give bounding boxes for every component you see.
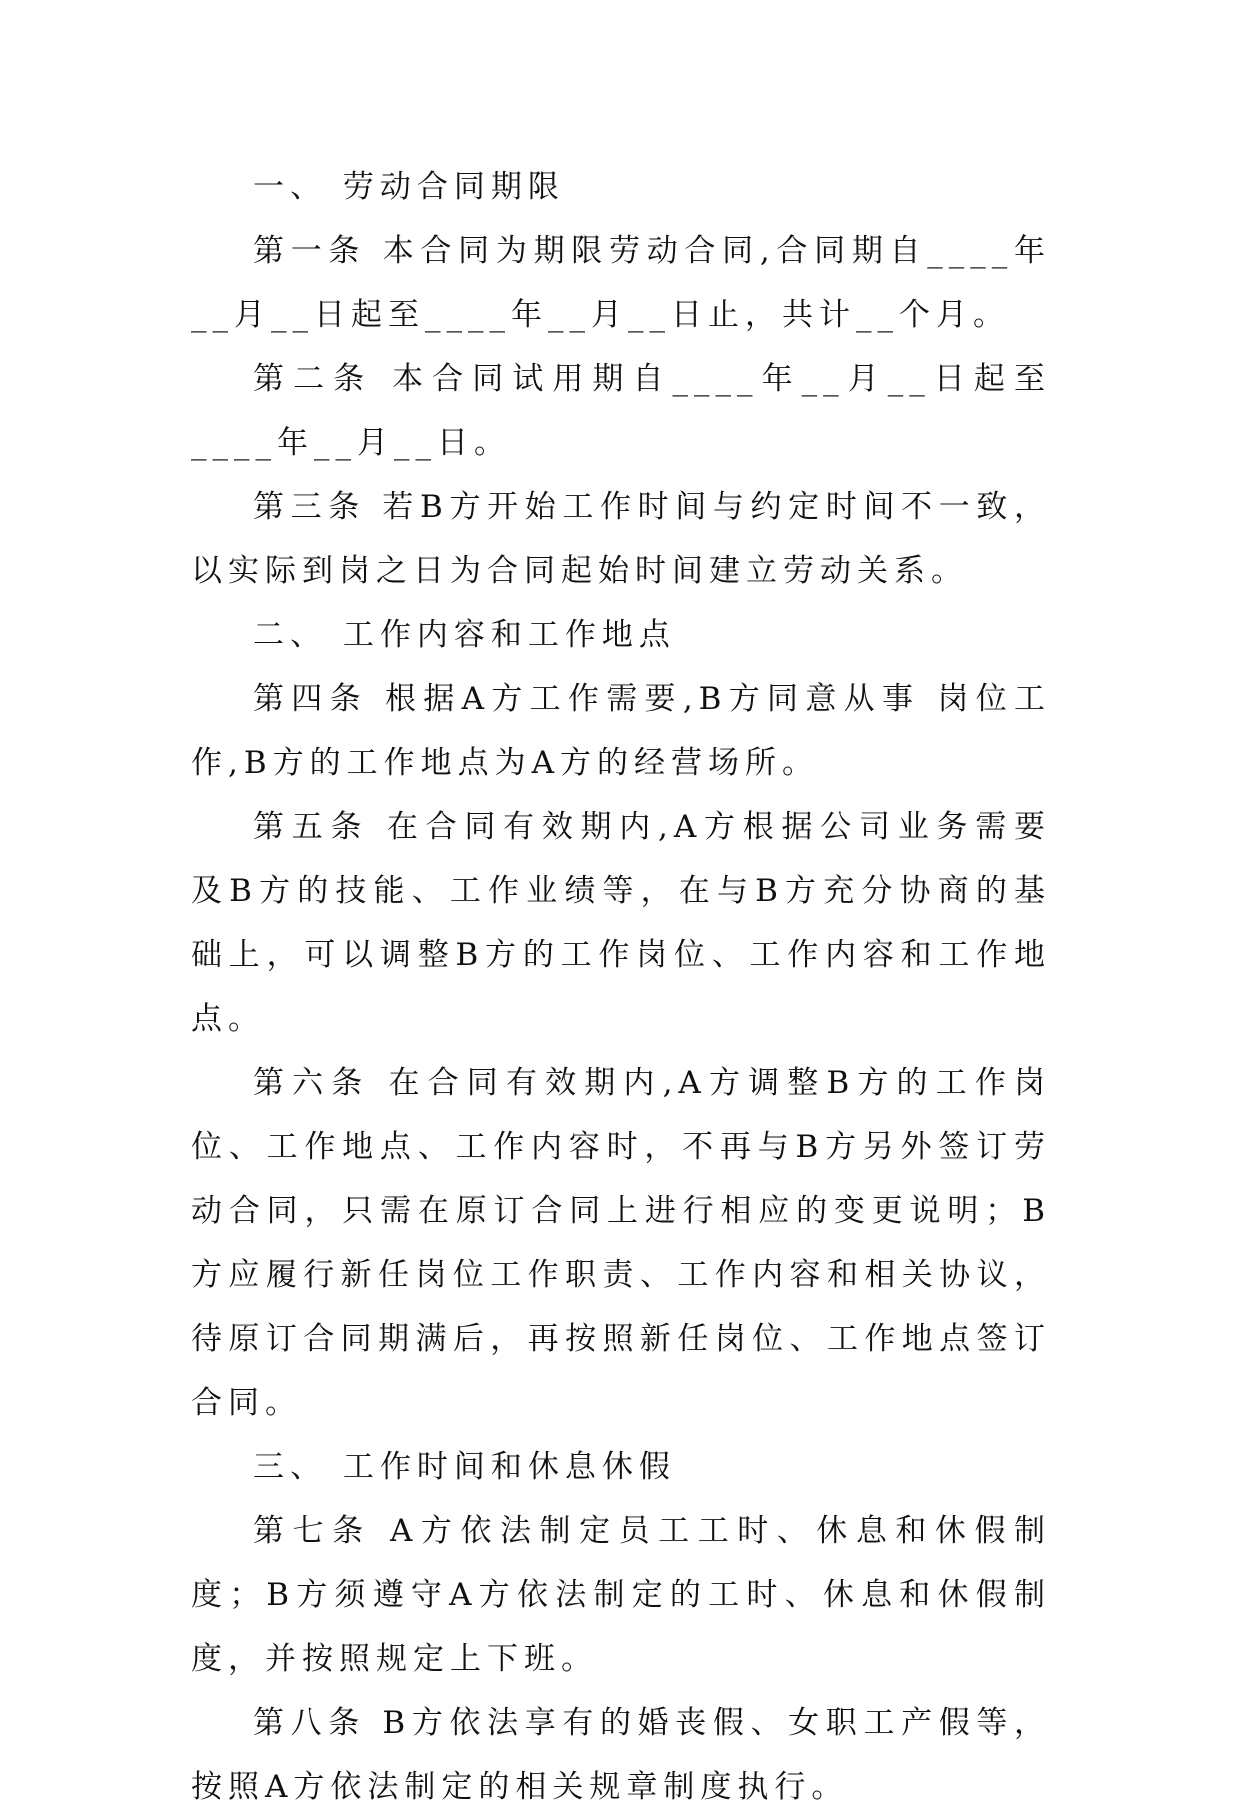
article-7: 第七条 A方依法制定员工工时、休息和休假制度；B方须遵守A方依法制定的工时、休息和休假制度，并按照规定上下班。	[191, 1513, 1051, 1677]
article-8: 第八条 B方依法享有的婚丧假、女职工产假等，按照A方依法制定的相关规章制度执行。	[191, 1705, 1051, 1805]
document-page	[191, 155, 1051, 1819]
article-2: 第二条 本合同试用期自____年__月__日起至____年__月__日。	[191, 361, 1051, 461]
section-heading-work-hours: 三、 工作时间和休息休假	[253, 1449, 676, 1485]
article-6: 第六条 在合同有效期内,A方调整B方的工作岗位、工作地点、工作内容时，不再与B方另外签订劳动合同，只需在原订合同上进行相应的变更说明；B方应履行新任岗位工作职责、工作内容和相关协议，待原订合同期满后，再按照新任岗位、工作地点签订合同。	[191, 1065, 1051, 1421]
section-heading-work-content: 二、 工作内容和工作地点	[253, 617, 676, 653]
article-5: 第五条 在合同有效期内,A方根据公司业务需要及B方的技能、工作业绩等，在与B方充分协商的基础上，可以调整B方的工作岗位、工作内容和工作地点。	[191, 809, 1051, 1037]
article-4: 第四条 根据A方工作需要,B方同意从事 岗位工作,B方的工作地点为A方的经营场所。	[191, 681, 1051, 781]
article-3: 第三条 若B方开始工作时间与约定时间不一致，以实际到岗之日为合同起始时间建立劳动关系。	[191, 489, 1051, 589]
article-1: 第一条 本合同为期限劳动合同,合同期自____年__月__日起至____年__月__日止，共计__个月。	[191, 233, 1051, 333]
section-heading-contract-term: 一、 劳动合同期限	[253, 169, 565, 205]
